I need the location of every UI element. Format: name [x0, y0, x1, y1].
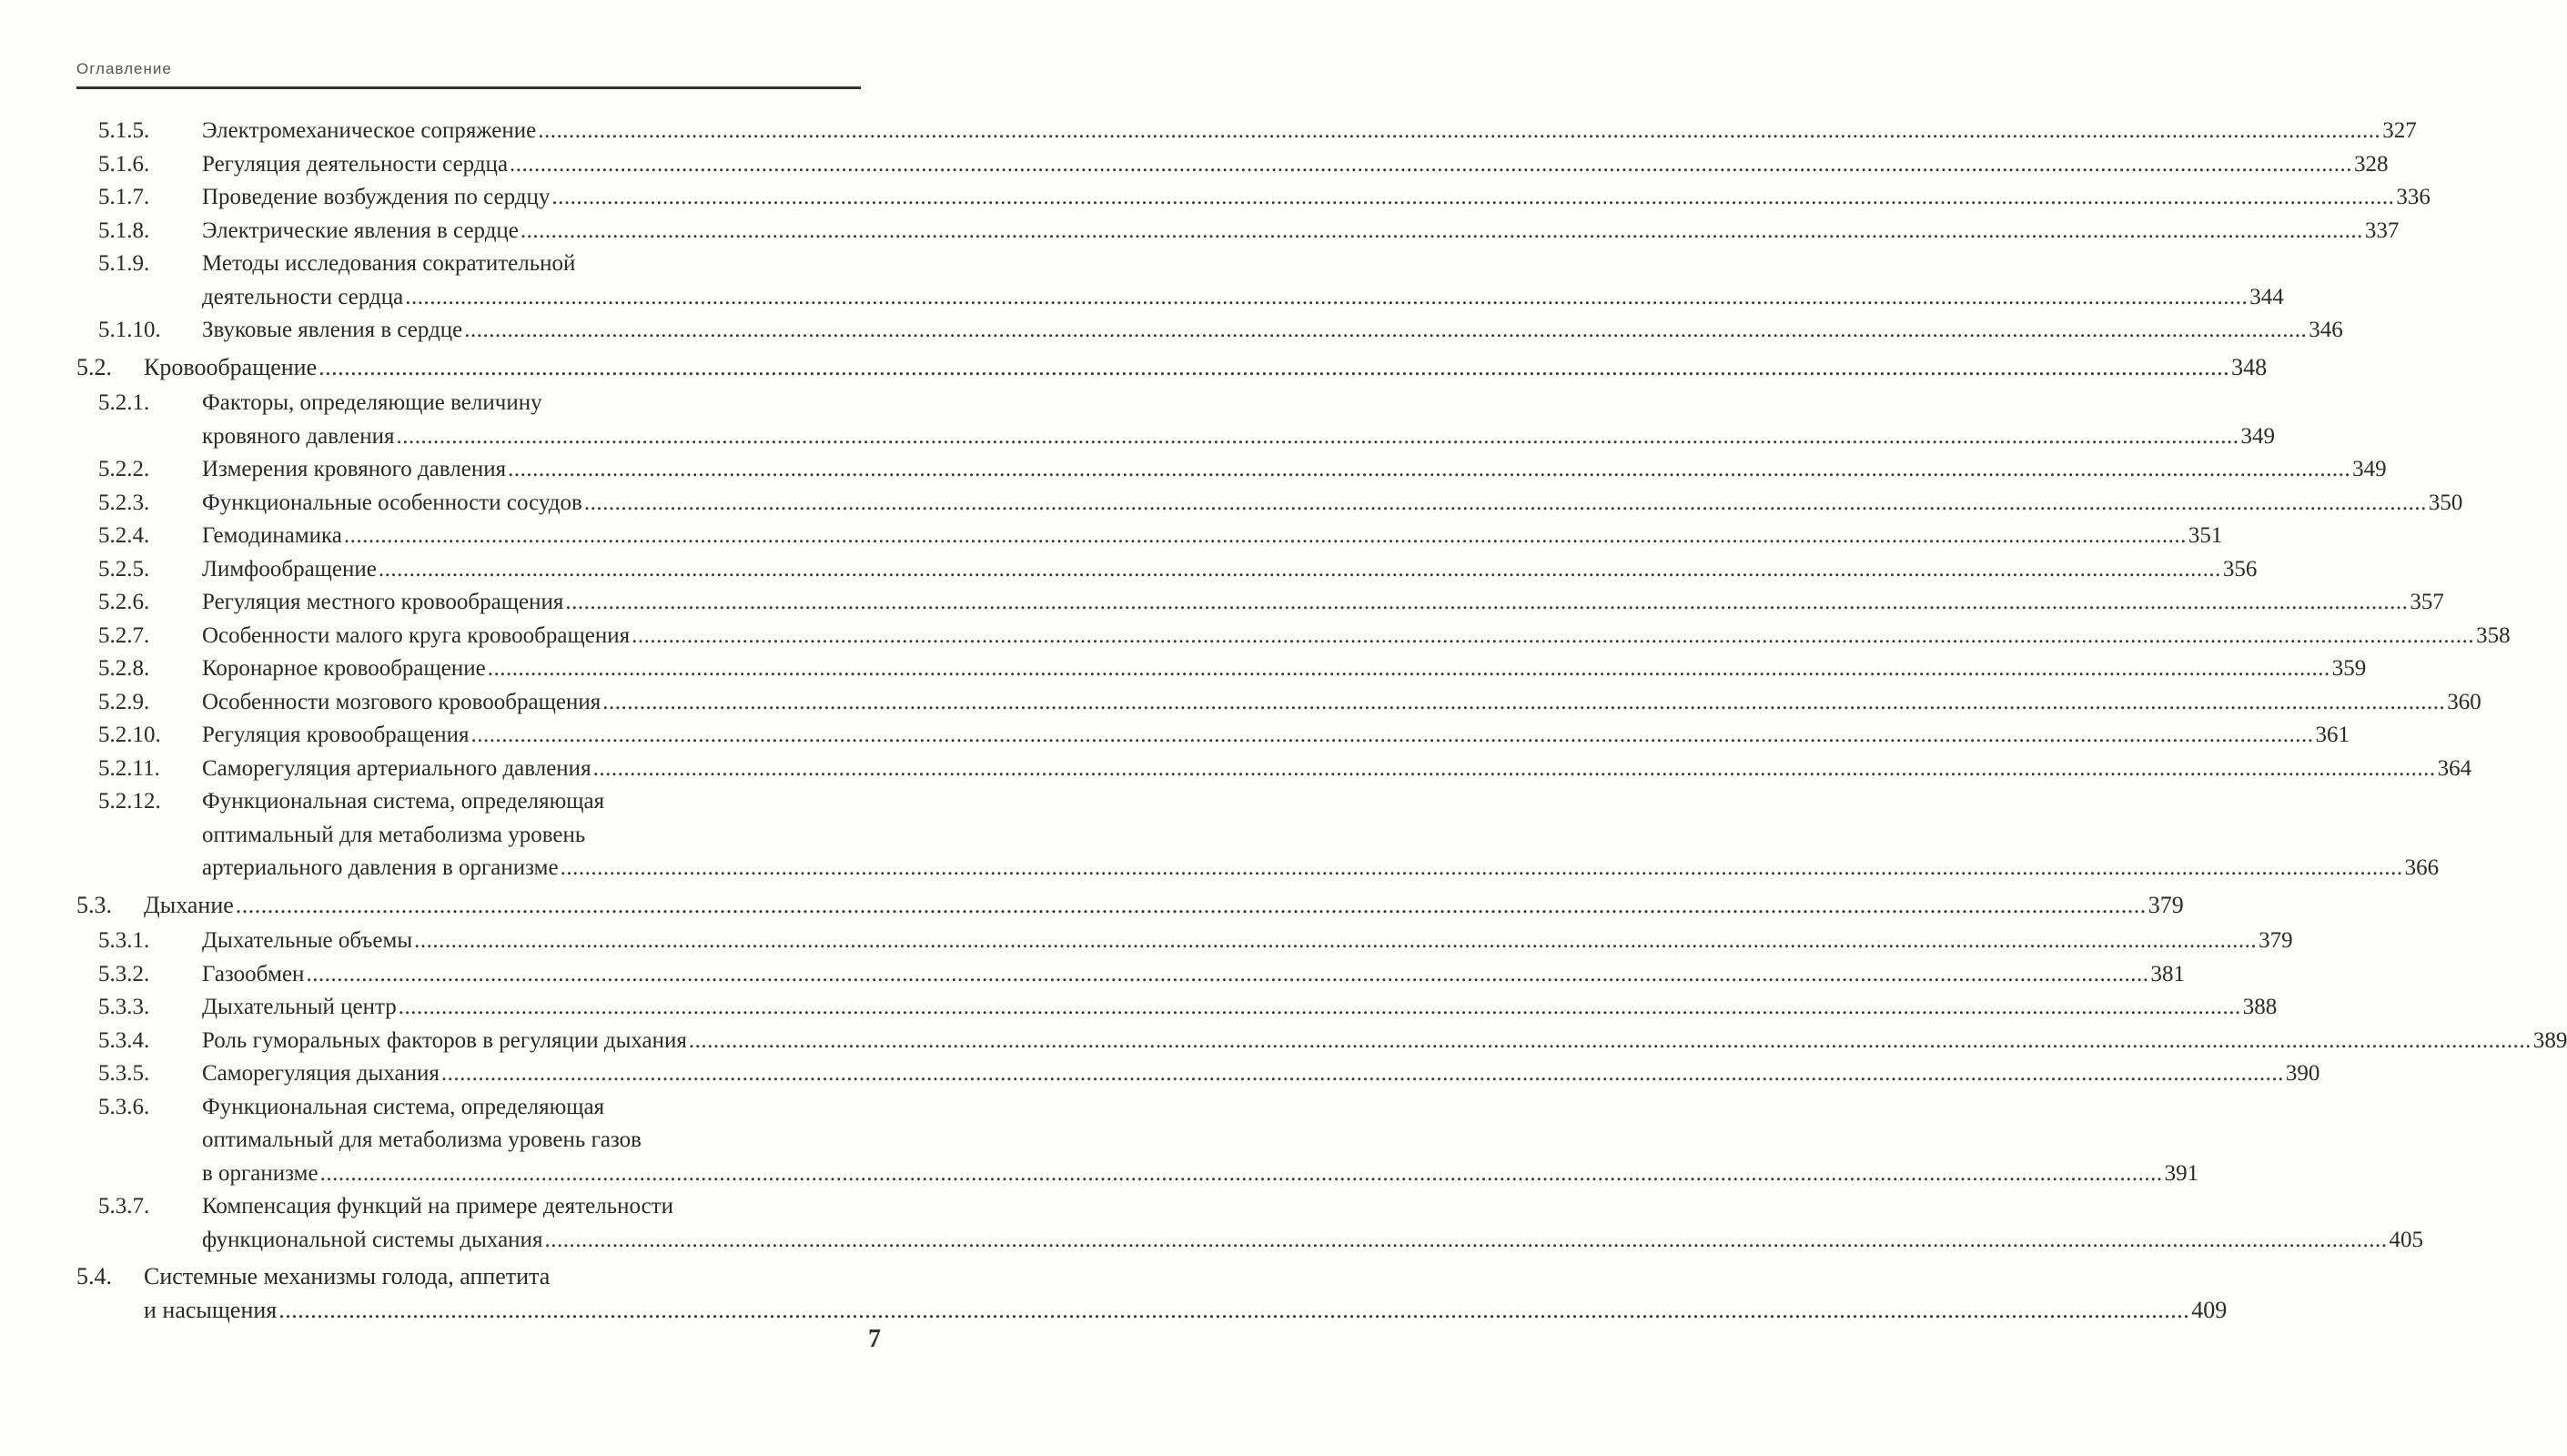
toc-entry	[76, 148, 2389, 182]
toc-entry-page: 359	[2331, 656, 2367, 681]
toc-entry-number: 5.3.2.	[98, 961, 150, 986]
page-number: 7	[868, 1325, 881, 1353]
dot-leader: ............................................................................................................................................................................................................................................................................................................	[319, 1160, 2163, 1186]
toc-entry-page: 348	[2231, 353, 2268, 380]
dot-leader: ............................................................................................................................................................................................................................................................................................................	[487, 656, 2330, 681]
toc-entry-page: 379	[2259, 928, 2293, 953]
toc-entry	[76, 181, 2431, 215]
toc-entry-number: 5.2.12.	[98, 789, 161, 814]
running-header: Оглавление	[76, 60, 172, 77]
toc-entry-title: Регуляция местного кровообращения	[202, 590, 564, 614]
toc-entry-title: Газообмен	[202, 961, 305, 986]
toc-entry-title: Электромеханическое сопряжение	[202, 118, 537, 143]
toc-section	[76, 351, 2268, 385]
toc-entry	[76, 925, 2293, 958]
toc-entry-title: Лимфообращение	[202, 556, 377, 581]
toc-entry-title: Функциональные особенности сосудов	[202, 490, 582, 515]
toc-entry-title: Компенсация функций на примере деятельности	[202, 1194, 673, 1218]
toc-entry-page: 350	[2428, 490, 2463, 515]
toc-entry	[76, 387, 2275, 453]
toc-entry-title: и насыщения	[144, 1296, 278, 1323]
toc-entry	[76, 1190, 2423, 1257]
toc-entry-page: 346	[2309, 318, 2343, 342]
toc-entry-page: 405	[2389, 1227, 2423, 1252]
toc-entry-title: Саморегуляция артериального давления	[202, 755, 591, 781]
toc-entry-number: 5.3.4.	[98, 1027, 150, 1053]
dot-leader: ............................................................................................................................................................................................................................................................................................................	[440, 1061, 2284, 1086]
toc-entry-number: 5.2.11.	[98, 755, 160, 781]
dot-leader: ............................................................................................................................................................................................................................................................................................................	[405, 284, 2249, 309]
dot-leader: ............................................................................................................................................................................................................................................................................................................	[538, 118, 2381, 143]
toc-entry-number: 5.1.8.	[98, 217, 150, 243]
toc-entry-title: оптимальный для метаболизма уровень газов	[202, 1127, 642, 1152]
toc-entry-title: Функциональная система, определяющая	[202, 789, 605, 814]
dot-leader: ............................................................................................................................................................................................................................................................................................................	[551, 185, 2395, 209]
dot-leader: ............................................................................................................................................................................................................................................................................................................	[688, 1027, 2532, 1053]
toc-entry-number: 5.2.4.	[98, 523, 150, 548]
toc-entry-number: 5.2.3.	[98, 490, 150, 515]
toc-entry-page: 379	[2148, 891, 2184, 918]
toc-entry-number: 5.3.	[76, 891, 112, 918]
toc-entry-number: 5.2.10.	[98, 723, 161, 747]
toc-entry-number: 5.2.6.	[98, 590, 150, 614]
toc-entry-page: 381	[2150, 961, 2185, 986]
toc-entry-page: 337	[2364, 217, 2400, 243]
toc-entry-page: 361	[2315, 723, 2350, 747]
dot-leader: ............................................................................................................................................................................................................................................................................................................	[414, 928, 2258, 953]
toc-entry-title: Измерения кровяного давления	[202, 457, 507, 481]
toc-entry	[76, 453, 2387, 487]
toc-entry-page: 356	[2222, 556, 2258, 581]
toc-entry	[76, 215, 2400, 248]
toc-entry-page: 409	[2191, 1296, 2228, 1323]
dot-leader: ............................................................................................................................................................................................................................................................................................................	[592, 755, 2436, 781]
toc-entry-title: Методы исследования сократительной	[202, 251, 576, 276]
toc-entry-title: Гемодинамика	[202, 523, 342, 548]
toc-entry-page: 357	[2410, 590, 2444, 614]
dot-leader: ............................................................................................................................................................................................................................................................................................................	[398, 995, 2241, 1019]
toc-entry-title: Роль гуморальных факторов в регуляции дыхания	[202, 1027, 687, 1053]
toc-entry	[76, 958, 2185, 992]
toc-entry-page: 349	[2240, 423, 2275, 449]
toc-entry-number: 5.2.1.	[98, 390, 150, 415]
toc-entry	[76, 248, 2284, 314]
toc-entry-title: Проведение возбуждения по сердцу	[202, 185, 551, 209]
toc-entry-number: 5.4.	[76, 1263, 112, 1289]
toc-entry	[76, 620, 2511, 653]
toc-entry	[76, 115, 2417, 148]
toc-entry-number: 5.1.7.	[98, 185, 150, 209]
toc-entry	[76, 1091, 2199, 1191]
toc-entry-page: 336	[2396, 185, 2431, 209]
dot-leader: ............................................................................................................................................................................................................................................................................................................	[520, 217, 2363, 243]
toc-section	[76, 1260, 2228, 1327]
toc-entry-page: 364	[2437, 755, 2472, 781]
dot-leader: ............................................................................................................................................................................................................................................................................................................	[632, 622, 2475, 648]
toc-entry-page: 366	[2404, 855, 2440, 880]
toc-entry-number: 5.3.7.	[98, 1194, 150, 1218]
toc-entry-title: Регуляция деятельности сердца	[202, 151, 509, 177]
toc-entry-title: функциональной системы дыхания	[202, 1227, 543, 1252]
toc-entry-number: 5.3.1.	[98, 928, 150, 953]
toc-entry-title: Кровообращение	[144, 353, 318, 380]
toc-entry	[76, 686, 2481, 720]
toc-entry	[76, 1025, 2567, 1058]
toc-entry-title: артериального давления в организме	[202, 855, 559, 880]
toc-entry-page: 349	[2352, 457, 2387, 481]
toc-entry-title: Дыхательный центр	[202, 995, 397, 1019]
dot-leader: ............................................................................................................................................................................................................................................................................................................	[343, 523, 2187, 548]
toc-entry-page: 360	[2447, 689, 2481, 714]
toc-entry-page: 391	[2164, 1160, 2199, 1186]
toc-entry-page: 390	[2285, 1061, 2320, 1086]
toc-entry-page: 358	[2476, 622, 2511, 648]
toc-entry	[76, 553, 2258, 587]
dot-leader: ............................................................................................................................................................................................................................................................................................................	[464, 318, 2308, 342]
toc-entry-title: Регуляция кровообращения	[202, 723, 470, 747]
toc-entry-title: кровяного давления	[202, 423, 395, 449]
dot-leader: ............................................................................................................................................................................................................................................................................................................	[306, 961, 2149, 986]
toc-entry-number: 5.2.5.	[98, 556, 150, 581]
toc-entry-number: 5.2.8.	[98, 656, 150, 681]
toc-entry-title: Дыхание	[144, 891, 234, 918]
toc-entry-number: 5.1.5.	[98, 118, 150, 143]
dot-leader: ............................................................................................................................................................................................................................................................................................................	[544, 1227, 2388, 1252]
toc-entry-page: 328	[2354, 151, 2389, 177]
toc-entry-number: 5.1.10.	[98, 318, 161, 342]
toc-entry-number: 5.1.9.	[98, 251, 150, 276]
dot-leader: ............................................................................................................................................................................................................................................................................................................	[470, 723, 2314, 747]
toc-entry-page: 351	[2188, 523, 2223, 548]
table-of-contents	[76, 115, 2567, 1330]
dot-leader: ............................................................................................................................................................................................................................................................................................................	[583, 490, 2427, 515]
toc-entry-title: деятельности сердца	[202, 284, 404, 309]
toc-entry	[76, 991, 2278, 1025]
header-rule	[76, 86, 861, 89]
toc-entry-number: 5.2.2.	[98, 457, 150, 481]
toc-entry	[76, 487, 2463, 521]
toc-entry-page: 388	[2242, 995, 2278, 1019]
toc-entry-title: Системные механизмы голода, аппетита	[144, 1263, 551, 1289]
toc-entry	[76, 1057, 2320, 1091]
dot-leader: ............................................................................................................................................................................................................................................................................................................	[510, 151, 2353, 177]
toc-entry-title: Особенности малого круга кровообращения	[202, 622, 631, 648]
dot-leader: ............................................................................................................................................................................................................................................................................................................	[378, 556, 2221, 581]
dot-leader: ............................................................................................................................................................................................................................................................................................................	[560, 855, 2403, 880]
toc-entry-title: Функциональная система, определяющая	[202, 1094, 605, 1119]
toc-entry	[76, 520, 2223, 553]
dot-leader: ............................................................................................................................................................................................................................................................................................................	[508, 457, 2351, 481]
toc-entry-number: 5.3.3.	[98, 995, 150, 1019]
toc-entry-number: 5.2.9.	[98, 689, 150, 714]
toc-entry-page: 327	[2382, 118, 2417, 143]
toc-section	[76, 889, 2184, 923]
toc-entry	[76, 652, 2367, 686]
dot-leader: ............................................................................................................................................................................................................................................................................................................	[565, 590, 2409, 614]
toc-entry	[76, 719, 2350, 753]
toc-entry-title: Особенности мозгового кровообращения	[202, 689, 601, 714]
toc-entry-title: оптимальный для метаболизма уровень	[202, 822, 586, 847]
toc-entry	[76, 586, 2444, 620]
toc-entry-title: Саморегуляция дыхания	[202, 1061, 440, 1086]
toc-entry-title: Коронарное кровообращение	[202, 656, 486, 681]
toc-entry-number: 5.3.6.	[98, 1094, 150, 1119]
toc-entry-page: 344	[2249, 284, 2284, 309]
dot-leader: ............................................................................................................................................................................................................................................................................................................	[235, 891, 2147, 918]
dot-leader: ............................................................................................................................................................................................................................................................................................................	[396, 423, 2239, 449]
toc-entry-title: Факторы, определяющие величину	[202, 390, 542, 415]
dot-leader: ............................................................................................................................................................................................................................................................................................................	[602, 689, 2446, 714]
toc-entry	[76, 314, 2343, 348]
dot-leader: ............................................................................................................................................................................................................................................................................................................	[318, 353, 2230, 380]
toc-entry-number: 5.3.5.	[98, 1061, 150, 1086]
toc-entry-title: в организме	[202, 1160, 318, 1186]
toc-entry-title: Электрические явления в сердце	[202, 217, 519, 243]
toc-entry-title: Дыхательные объемы	[202, 928, 413, 953]
toc-entry-number: 5.2.7.	[98, 622, 150, 648]
toc-entry-number: 5.1.6.	[98, 151, 150, 177]
toc-entry-page: 389	[2532, 1027, 2567, 1053]
toc-entry-title: Звуковые явления в сердце	[202, 318, 463, 342]
toc-entry	[76, 785, 2440, 885]
toc-entry-number: 5.2.	[76, 353, 112, 380]
toc-entry	[76, 753, 2472, 786]
dot-leader: ............................................................................................................................................................................................................................................................................................................	[278, 1296, 2190, 1323]
